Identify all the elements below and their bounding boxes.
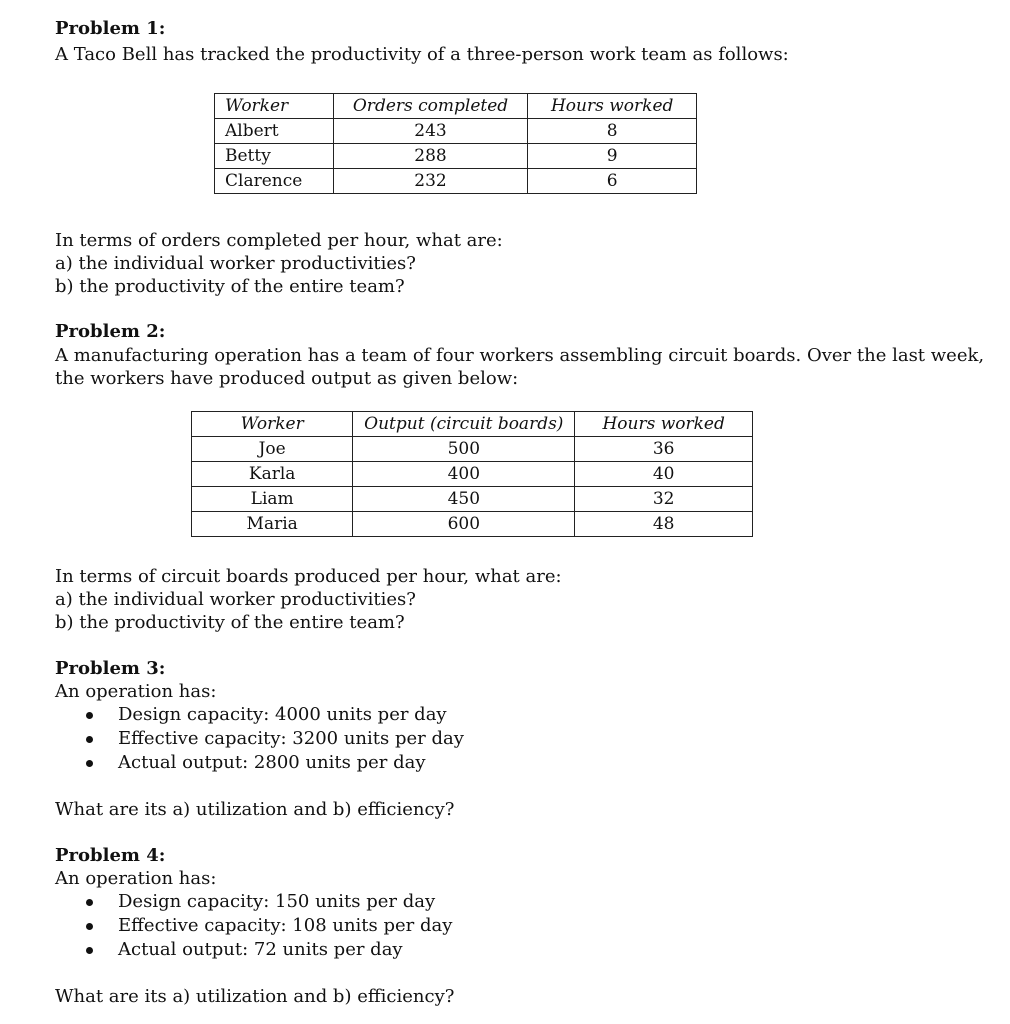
problem-2-table	[191, 411, 753, 537]
table-row	[192, 437, 753, 462]
bullet-icon	[86, 712, 93, 719]
list-item-text: Design capacity: 150 units per day	[118, 891, 436, 912]
bullet-icon	[86, 947, 93, 954]
problem-1-title: Problem 1:	[55, 18, 166, 39]
problem-1-part-b: b) the productivity of the entire team?	[55, 276, 405, 297]
table-cell: 32	[575, 487, 753, 512]
problem-3-bullet-list	[80, 703, 464, 775]
list-item	[80, 914, 452, 938]
problem-4-intro: An operation has:	[55, 868, 217, 889]
problem-2-part-a: a) the individual worker productivities?	[55, 589, 416, 610]
problem-2-intro-line-2: the workers have produced output as given below:	[55, 368, 519, 389]
table-cell: Betty	[215, 144, 334, 169]
list-item-text: Effective capacity: 3200 units per day	[118, 728, 464, 749]
problem-3-intro: An operation has:	[55, 681, 217, 702]
table-cell: Karla	[192, 462, 353, 487]
table-cell: 500	[353, 437, 575, 462]
table-cell: 600	[353, 512, 575, 537]
problem-4-title: Problem 4:	[55, 845, 166, 866]
table-cell: Maria	[192, 512, 353, 537]
table-cell: 40	[575, 462, 753, 487]
problem-2-title: Problem 2:	[55, 321, 166, 342]
table-header-row	[215, 94, 697, 119]
bullet-icon	[86, 736, 93, 743]
list-item-text: Actual output: 2800 units per day	[118, 752, 426, 773]
table-row	[215, 144, 697, 169]
list-item	[80, 938, 452, 962]
table-cell: Clarence	[215, 169, 334, 194]
problem-3-question: What are its a) utilization and b) efficiency?	[55, 799, 455, 820]
table-cell: Joe	[192, 437, 353, 462]
problem-1-intro: A Taco Bell has tracked the productivity of a three-person work team as follows:	[55, 44, 789, 65]
table-cell: 8	[528, 119, 697, 144]
problem-2-part-b: b) the productivity of the entire team?	[55, 612, 405, 633]
table-cell: 6	[528, 169, 697, 194]
table-row	[192, 487, 753, 512]
list-item	[80, 890, 452, 914]
problem-2-question: In terms of circuit boards produced per hour, what are:	[55, 566, 562, 587]
table-cell: Albert	[215, 119, 334, 144]
problem-1-table	[214, 93, 697, 194]
column-header: Hours worked	[528, 94, 697, 119]
table-cell: 9	[528, 144, 697, 169]
table-cell: 48	[575, 512, 753, 537]
bullet-icon	[86, 899, 93, 906]
problem-1-part-a: a) the individual worker productivities?	[55, 253, 416, 274]
column-header: Worker	[215, 94, 334, 119]
list-item	[80, 751, 464, 775]
table-cell: 243	[333, 119, 528, 144]
table-cell: 400	[353, 462, 575, 487]
table-row	[215, 169, 697, 194]
problem-4-bullet-list	[80, 890, 452, 962]
list-item-text: Actual output: 72 units per day	[118, 939, 403, 960]
table-cell: 36	[575, 437, 753, 462]
problem-2-intro-line-1: A manufacturing operation has a team of four workers assembling circuit boards. Over the last week,	[55, 345, 985, 366]
bullet-icon	[86, 923, 93, 930]
problem-1-question: In terms of orders completed per hour, what are:	[55, 230, 503, 251]
column-header: Output (circuit boards)	[353, 412, 575, 437]
table-cell: 232	[333, 169, 528, 194]
problem-3-title: Problem 3:	[55, 658, 166, 679]
table-cell: Liam	[192, 487, 353, 512]
list-item	[80, 727, 464, 751]
column-header: Worker	[192, 412, 353, 437]
table-cell: 288	[333, 144, 528, 169]
table-row	[215, 119, 697, 144]
table-row	[192, 512, 753, 537]
table-row	[192, 462, 753, 487]
list-item	[80, 703, 464, 727]
table-cell: 450	[353, 487, 575, 512]
column-header: Hours worked	[575, 412, 753, 437]
bullet-icon	[86, 760, 93, 767]
column-header: Orders completed	[333, 94, 528, 119]
table-header-row	[192, 412, 753, 437]
list-item-text: Effective capacity: 108 units per day	[118, 915, 453, 936]
problem-4-question: What are its a) utilization and b) efficiency?	[55, 986, 455, 1007]
list-item-text: Design capacity: 4000 units per day	[118, 704, 447, 725]
